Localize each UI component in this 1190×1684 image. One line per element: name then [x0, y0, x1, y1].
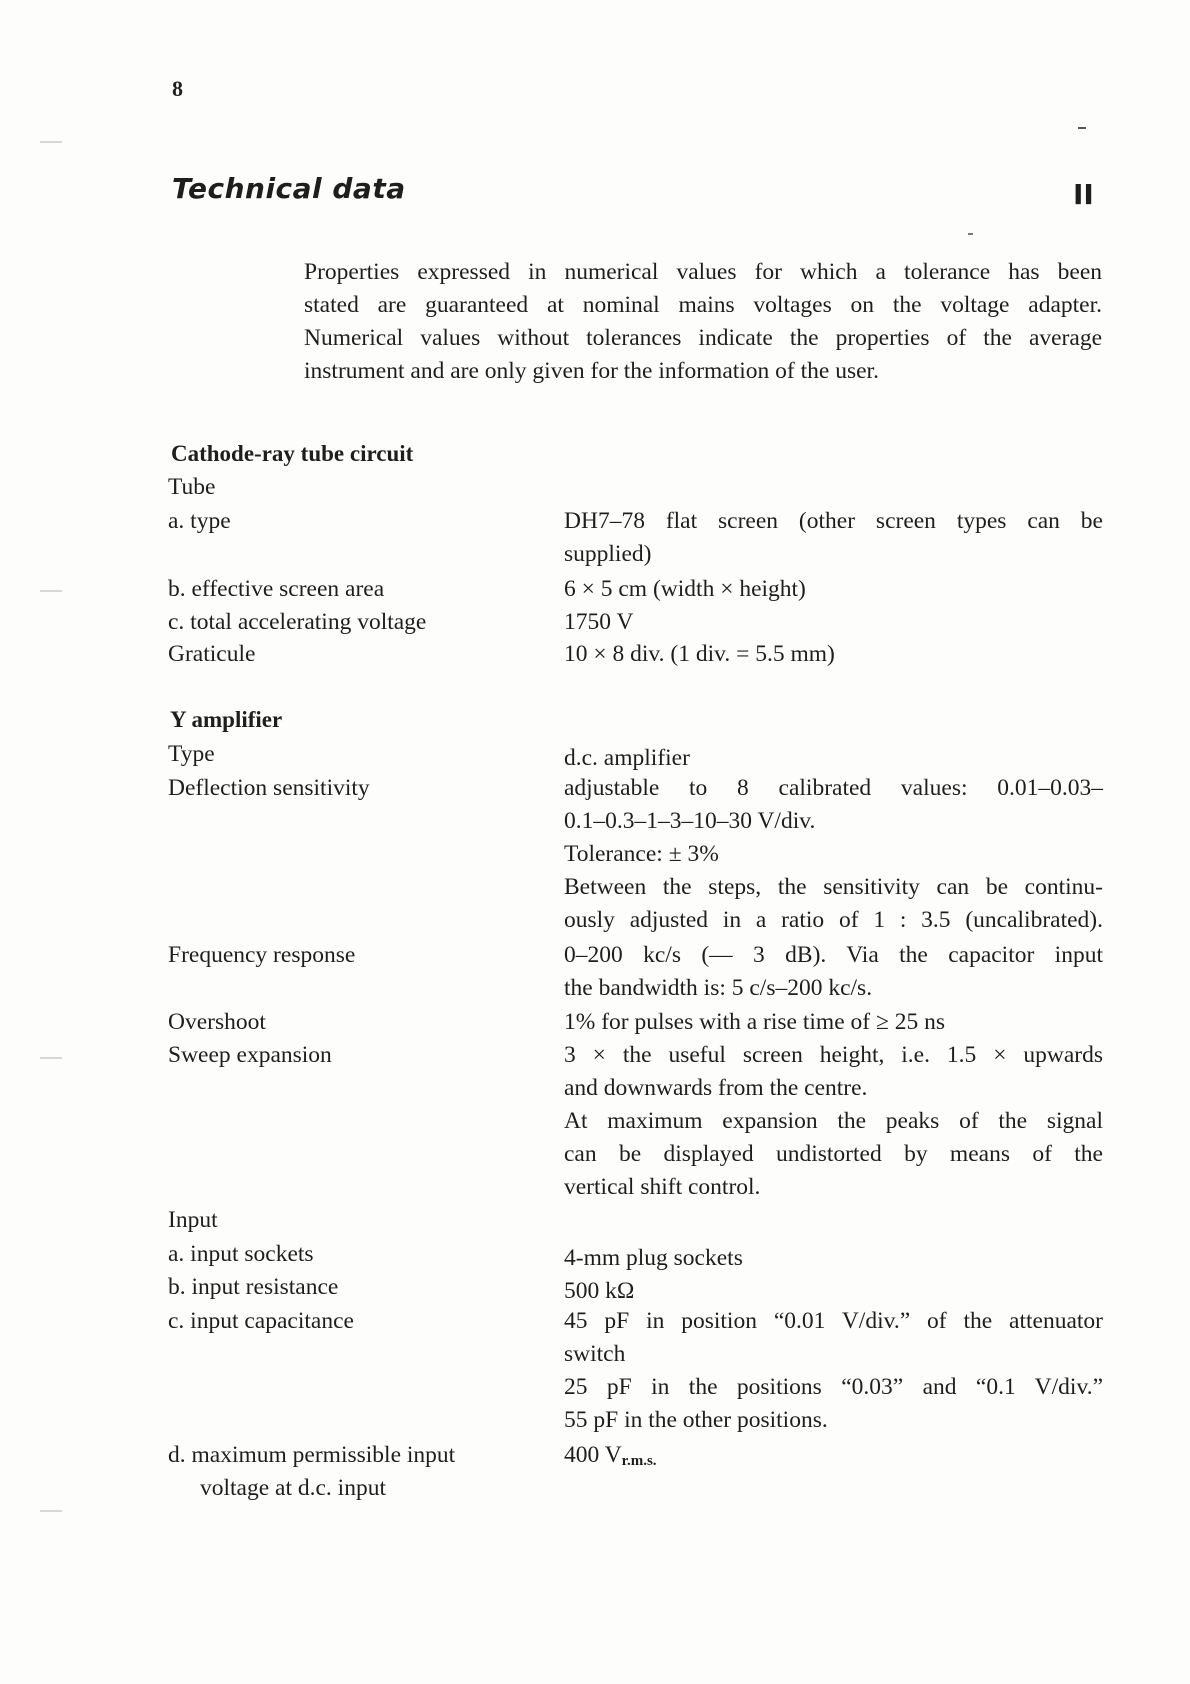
scan-speck — [40, 1510, 62, 1512]
spec-label: c. total accelerating voltage — [168, 609, 427, 635]
spec-value: 1% for pulses with a rise time of ≥ 25 ns — [564, 1009, 946, 1035]
scan-speck — [40, 590, 62, 592]
spec-value: supplied) — [564, 541, 652, 567]
spec-label: a. type — [168, 508, 231, 534]
spec-value: and downwards from the centre. — [564, 1075, 868, 1101]
scan-speck — [40, 1057, 62, 1059]
spec-value: 1750 V — [564, 609, 634, 635]
spec-label: Tube — [168, 474, 216, 500]
spec-value-subscript: r.m.s. — [621, 1453, 657, 1469]
section-marker: II — [1073, 178, 1094, 211]
spec-label: b. input resistance — [168, 1274, 339, 1300]
intro-line: stated are guaranteed at nominal mains voltages on the voltage adapter. — [304, 292, 1102, 318]
spec-value-main: 400 V — [564, 1442, 622, 1468]
spec-label: Frequency response — [168, 942, 356, 968]
spec-value: 4-mm plug sockets — [564, 1245, 743, 1271]
page-title: Technical data — [172, 172, 406, 205]
scan-speck — [1078, 127, 1086, 129]
scan-speck — [968, 233, 973, 235]
spec-label: Input — [168, 1207, 218, 1233]
spec-label: Graticule — [168, 641, 256, 667]
spec-value: 0.1–0.3–1–3–10–30 V/div. — [564, 808, 816, 834]
intro-paragraph — [304, 256, 1102, 388]
spec-value: can be displayed undistorted by means of the — [564, 1141, 1103, 1167]
spec-value: 55 pF in the other positions. — [564, 1407, 828, 1433]
spec-label: Sweep expansion — [168, 1042, 332, 1068]
spec-value: 25 pF in the positions “0.03” and “0.1 V/div.” — [564, 1374, 1103, 1400]
section-heading-y-amplifier: Y amplifier — [170, 707, 283, 732]
spec-label: Overshoot — [168, 1009, 266, 1035]
spec-value: 3 × the useful screen height, i.e. 1.5 × upwards — [564, 1042, 1103, 1068]
spec-value: 0–200 kc/s (— 3 dB). Via the capacitor input — [564, 942, 1103, 968]
section-heading-crt: Cathode-ray tube circuit — [171, 441, 414, 466]
spec-label: b. effective screen area — [168, 576, 385, 602]
spec-value: adjustable to 8 calibrated values: 0.01–0.03– — [564, 775, 1103, 801]
spec-value: 45 pF in position “0.01 V/div.” of the attenuator — [564, 1308, 1103, 1334]
spec-value: ously adjusted in a ratio of 1 : 3.5 (uncalibrated). — [564, 907, 1103, 933]
spec-label: c. input capacitance — [168, 1308, 354, 1334]
spec-value: Tolerance: ± 3% — [564, 841, 719, 867]
spec-value: vertical shift control. — [564, 1174, 761, 1200]
spec-value: 10 × 8 div. (1 div. = 5.5 mm) — [564, 641, 835, 667]
spec-value — [564, 1439, 1103, 1478]
spec-value: DH7–78 flat screen (other screen types can be — [564, 508, 1103, 534]
spec-label: Deflection sensitivity — [168, 775, 370, 801]
intro-line: Numerical values without tolerances indicate the properties of the average — [304, 325, 1102, 351]
spec-label: d. maximum permissible input — [168, 1442, 456, 1468]
spec-value: 500 kΩ — [564, 1278, 635, 1304]
intro-line: instrument and are only given for the information of the user. — [304, 358, 879, 384]
page-number: 8 — [172, 76, 183, 101]
spec-value: switch — [564, 1341, 626, 1367]
spec-value: At maximum expansion the peaks of the signal — [564, 1108, 1103, 1134]
spec-value: Between the steps, the sensitivity can be continu- — [564, 874, 1103, 900]
spec-value: 6 × 5 cm (width × height) — [564, 576, 806, 602]
spec-value: d.c. amplifier — [564, 745, 690, 771]
spec-value: the bandwidth is: 5 c/s–200 kc/s. — [564, 975, 873, 1001]
spec-label: Type — [168, 741, 215, 767]
spec-label: a. input sockets — [168, 1241, 314, 1267]
scan-speck — [40, 141, 62, 143]
intro-line: Properties expressed in numerical values for which a tolerance has been — [304, 259, 1102, 285]
spec-label: voltage at d.c. input — [200, 1475, 386, 1501]
